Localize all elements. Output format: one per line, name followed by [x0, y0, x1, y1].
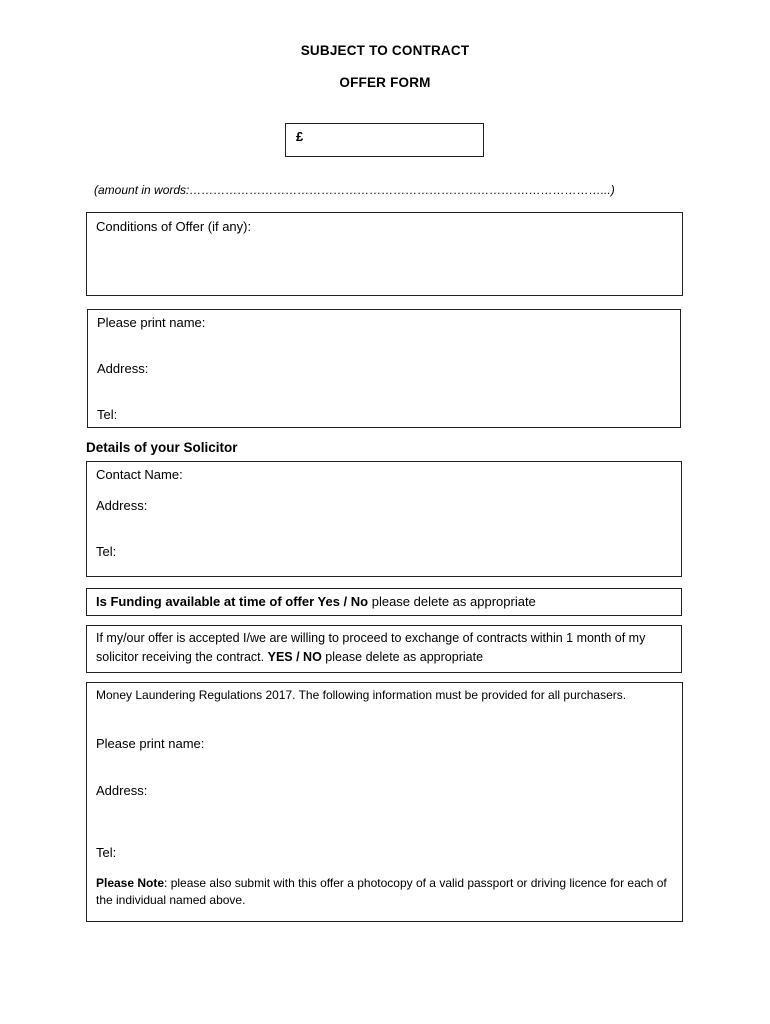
solicitor-address-label: Address:	[96, 498, 148, 513]
exchange-note: please delete as appropriate	[321, 650, 484, 664]
page-title: SUBJECT TO CONTRACT	[300, 43, 470, 58]
ml-note-text: : please also submit with this offer a photocopy of a valid passport or driving licence for each of the individual named above.	[96, 876, 667, 907]
funding-box[interactable]	[86, 588, 682, 616]
ml-address-label: Address:	[96, 783, 148, 798]
conditions-box[interactable]	[86, 212, 683, 296]
exchange-text: If my/our offer is accepted I/we are willing to proceed to exchange of contracts within 1 month of my solicitor receiving the contract.	[96, 631, 646, 664]
buyer-tel-label: Tel:	[97, 407, 118, 422]
form-subtitle: OFFER FORM	[339, 75, 431, 90]
money-laundering-box[interactable]	[86, 682, 683, 922]
exchange-choice: YES / NO	[267, 650, 322, 664]
ml-note	[96, 875, 681, 909]
solicitor-heading: Details of your Solicitor	[86, 440, 238, 455]
buyer-address-label: Address:	[97, 361, 149, 376]
exchange-box[interactable]	[86, 625, 682, 673]
funding-question: Is Funding available at time of offer Yes / No	[96, 594, 369, 609]
ml-tel-label: Tel:	[96, 845, 117, 860]
conditions-label: Conditions of Offer (if any):	[96, 219, 252, 234]
solicitor-tel-label: Tel:	[96, 544, 117, 559]
buyer-name-label: Please print name:	[97, 315, 206, 330]
buyer-details-box[interactable]	[87, 309, 681, 428]
offer-amount-field[interactable]	[285, 123, 484, 157]
solicitor-details-box[interactable]	[86, 461, 682, 577]
solicitor-contact-label: Contact Name:	[96, 467, 183, 482]
ml-note-label: Please Note	[96, 876, 165, 890]
money-laundering-intro: Money Laundering Regulations 2017. The following information must be provided for all purchasers.	[96, 688, 627, 702]
funding-statement	[96, 594, 536, 609]
exchange-statement	[96, 629, 676, 667]
amount-in-words-line[interactable]: (amount in words:………………………………………………………………………….………………...)	[94, 183, 615, 197]
funding-note: please delete as appropriate	[368, 594, 536, 609]
currency-symbol: £	[296, 129, 304, 144]
ml-name-label: Please print name:	[96, 736, 205, 751]
